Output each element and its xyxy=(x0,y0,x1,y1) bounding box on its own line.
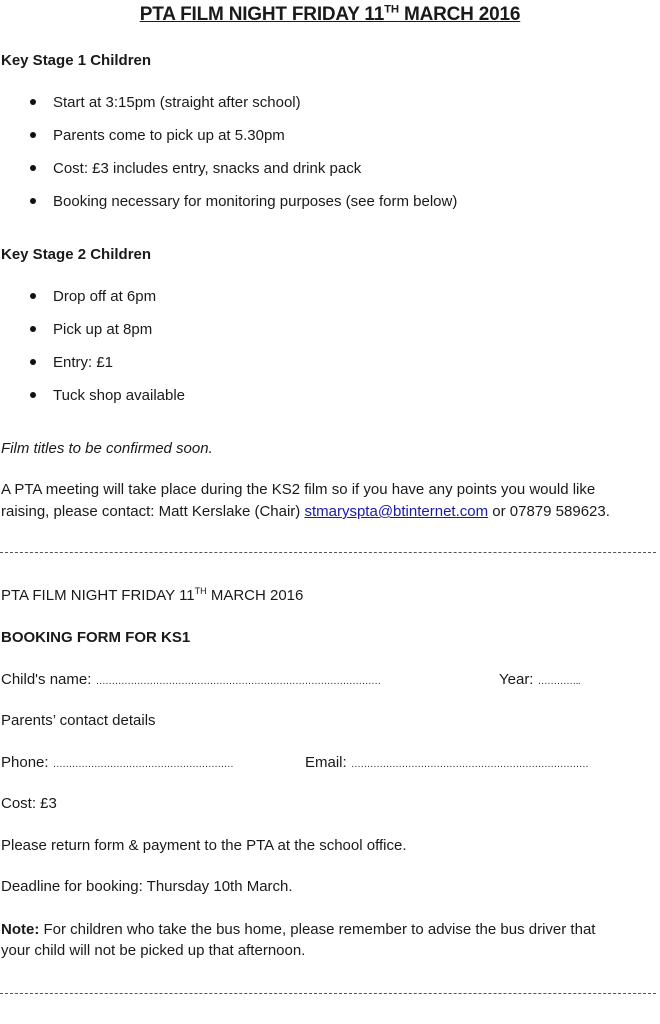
cost-text: Cost: £3 xyxy=(1,795,57,812)
phone-label: Phone: xyxy=(1,754,53,771)
bullet-icon xyxy=(30,326,36,332)
ks2-bullet xyxy=(30,387,185,404)
form-subtitle xyxy=(1,587,303,604)
bullet-icon xyxy=(30,359,36,365)
childs-name-label: Child's name: xyxy=(1,671,96,688)
year-field[interactable]: ………….. xyxy=(537,676,581,687)
parents-contact-label: Parents’ contact details xyxy=(1,712,156,729)
meeting-line-2 xyxy=(1,503,610,520)
title-text-end: MARCH 2016 xyxy=(398,4,521,25)
ks2-bullet xyxy=(30,354,113,371)
deadline-text: Deadline for booking: Thursday 10th March. xyxy=(1,878,293,895)
note-line-1 xyxy=(1,921,595,938)
note-text: For children who take the bus home, please remember to advise the bus driver that xyxy=(39,921,596,938)
email-link[interactable]: stmaryspta@btinternet.com xyxy=(304,503,489,520)
title-ordinal: TH xyxy=(384,3,399,16)
phone-field[interactable]: ………………………………………………… xyxy=(52,759,234,770)
bullet-icon xyxy=(30,392,36,398)
bullet-icon xyxy=(30,99,36,105)
bullet-text: Cost: £3 includes entry, snacks and drink pack xyxy=(53,160,362,177)
note-label: Note: xyxy=(1,921,40,938)
bullet-icon xyxy=(30,198,36,204)
bullet-text: Booking necessary for monitoring purposes (see form below) xyxy=(53,193,458,210)
meeting-phone-text: or 07879 589623. xyxy=(488,503,610,520)
ks2-bullet xyxy=(30,288,156,305)
subtitle-ordinal: TH xyxy=(194,586,207,596)
bullet-icon xyxy=(30,293,36,299)
bullet-text: Drop off at 6pm xyxy=(53,288,157,305)
subtitle-text: PTA FILM NIGHT FRIDAY 11 xyxy=(1,587,195,604)
note-line-2: your child will not be picked up that afternoon. xyxy=(1,942,306,959)
title-text: PTA FILM NIGHT FRIDAY 11 xyxy=(139,4,385,25)
bullet-text: Tuck shop available xyxy=(53,387,186,404)
email-row xyxy=(305,754,588,771)
ks1-bullet xyxy=(30,127,285,144)
phone-row xyxy=(1,754,233,771)
ks2-heading: Key Stage 2 Children xyxy=(1,246,152,263)
return-note: Please return form & payment to the PTA at the school office. xyxy=(1,837,407,854)
ks1-heading: Key Stage 1 Children xyxy=(1,52,152,69)
year-row xyxy=(499,671,580,688)
film-titles-note: Film titles to be confirmed soon. xyxy=(1,440,213,457)
bullet-text: Pick up at 8pm xyxy=(53,321,153,338)
bullet-icon xyxy=(30,165,36,171)
meeting-contact-text: raising, please contact: Matt Kerslake (Chair) xyxy=(1,503,305,520)
year-label: Year: xyxy=(499,671,538,688)
bullet-text: Start at 3:15pm (straight after school) xyxy=(53,94,301,111)
ks2-bullet xyxy=(30,321,152,338)
ks1-bullet xyxy=(30,160,361,177)
bullet-text: Entry: £1 xyxy=(53,354,114,371)
ks1-bullet xyxy=(30,193,457,210)
bullet-text: Parents come to pick up at 5.30pm xyxy=(53,127,285,144)
ks1-bullet xyxy=(30,94,301,111)
email-label: Email: xyxy=(305,754,351,771)
childs-name-field[interactable]: ……………………………………………………………………………… xyxy=(95,676,381,687)
form-heading: BOOKING FORM FOR KS1 xyxy=(1,629,191,646)
subtitle-text-end: MARCH 2016 xyxy=(206,587,304,604)
bullet-icon xyxy=(30,132,36,138)
email-field[interactable]: ………………………………………………………………… xyxy=(350,759,589,770)
document-title xyxy=(0,4,660,26)
meeting-line-1: A PTA meeting will take place during the KS2 film so if you have any points you would like xyxy=(1,481,596,498)
childs-name-row xyxy=(1,671,381,688)
cut-line-divider xyxy=(0,552,656,553)
cut-line-divider-bottom xyxy=(0,993,656,994)
